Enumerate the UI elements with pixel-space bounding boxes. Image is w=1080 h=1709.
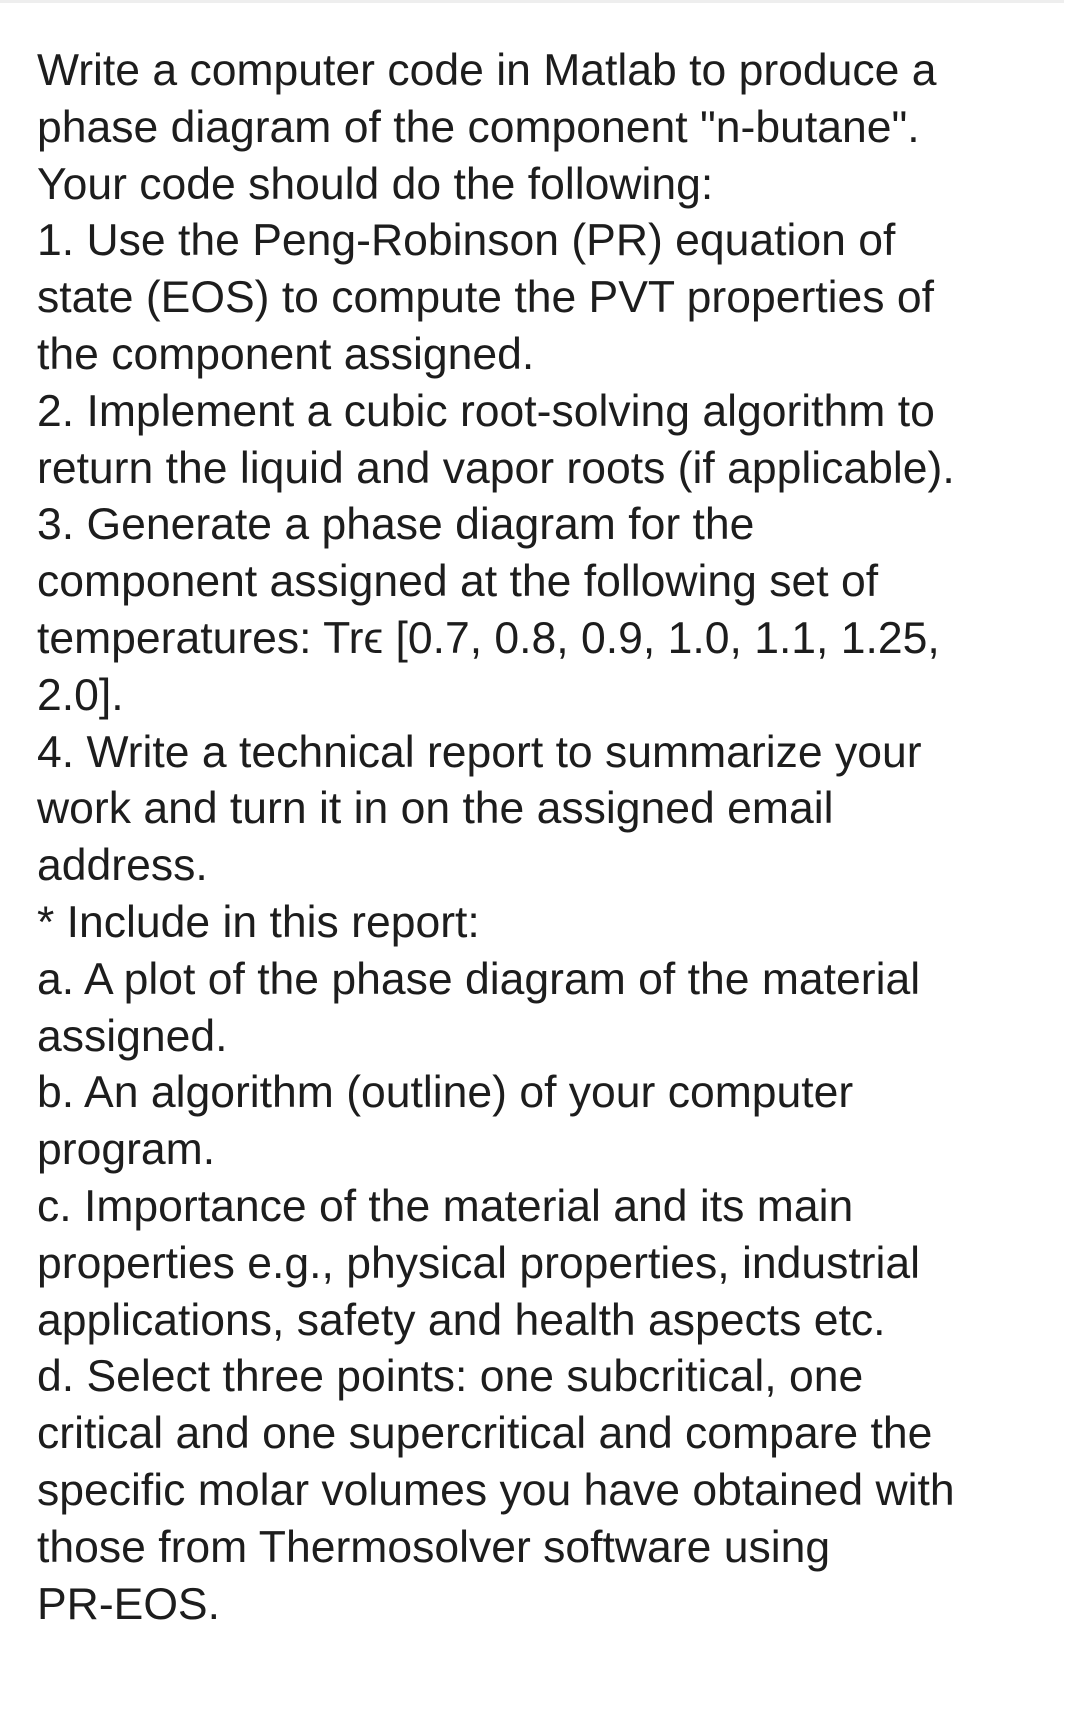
text-line: critical and one supercritical and compare the	[37, 1409, 933, 1459]
text-line: 4. Write a technical report to summarize your	[37, 727, 922, 777]
text-line: Write a computer code in Matlab to produce a	[37, 46, 937, 95]
text-line: properties e.g., physical properties, industrial	[37, 1238, 921, 1288]
text-line: d. Select three points: one subcritical, one	[37, 1352, 864, 1402]
text-line: 2.0].	[37, 670, 124, 720]
text-line: 3. Generate a phase diagram for the	[37, 500, 755, 550]
text-line: specific molar volumes you have obtained with	[37, 1465, 955, 1515]
text-line: the component assigned.	[37, 329, 535, 379]
text-line: work and turn it in on the assigned email	[37, 784, 834, 834]
text-line: * Include in this report:	[37, 897, 480, 947]
text-line: temperatures: Trϵ [0.7, 0.8, 0.9, 1.0, 1.1, 1.25,	[37, 613, 940, 663]
text-line: program.	[37, 1125, 216, 1175]
text-line: a. A plot of the phase diagram of the material	[37, 954, 921, 1004]
top-divider	[0, 0, 1064, 3]
text-line: 1. Use the Peng-Robinson (PR) equation of	[37, 216, 896, 266]
assignment-text	[37, 43, 1067, 1633]
text-line: 2. Implement a cubic root-solving algorithm to	[37, 386, 935, 436]
text-line: address.	[37, 841, 208, 891]
text-line: those from Thermosolver software using	[37, 1522, 831, 1572]
text-line: phase diagram of the component "n-butane".	[37, 102, 920, 152]
text-line: b. An algorithm (outline) of your computer	[37, 1068, 854, 1118]
text-line: assigned.	[37, 1011, 228, 1061]
text-line: component assigned at the following set of	[37, 557, 879, 607]
text-line: PR-EOS.	[37, 1579, 220, 1629]
text-line: return the liquid and vapor roots (if applicable).	[37, 443, 955, 493]
text-line: c. Importance of the material and its main	[37, 1181, 854, 1231]
text-line: applications, safety and health aspects etc.	[37, 1295, 886, 1345]
text-line: Your code should do the following:	[37, 159, 714, 209]
text-line: state (EOS) to compute the PVT properties of	[37, 273, 935, 323]
